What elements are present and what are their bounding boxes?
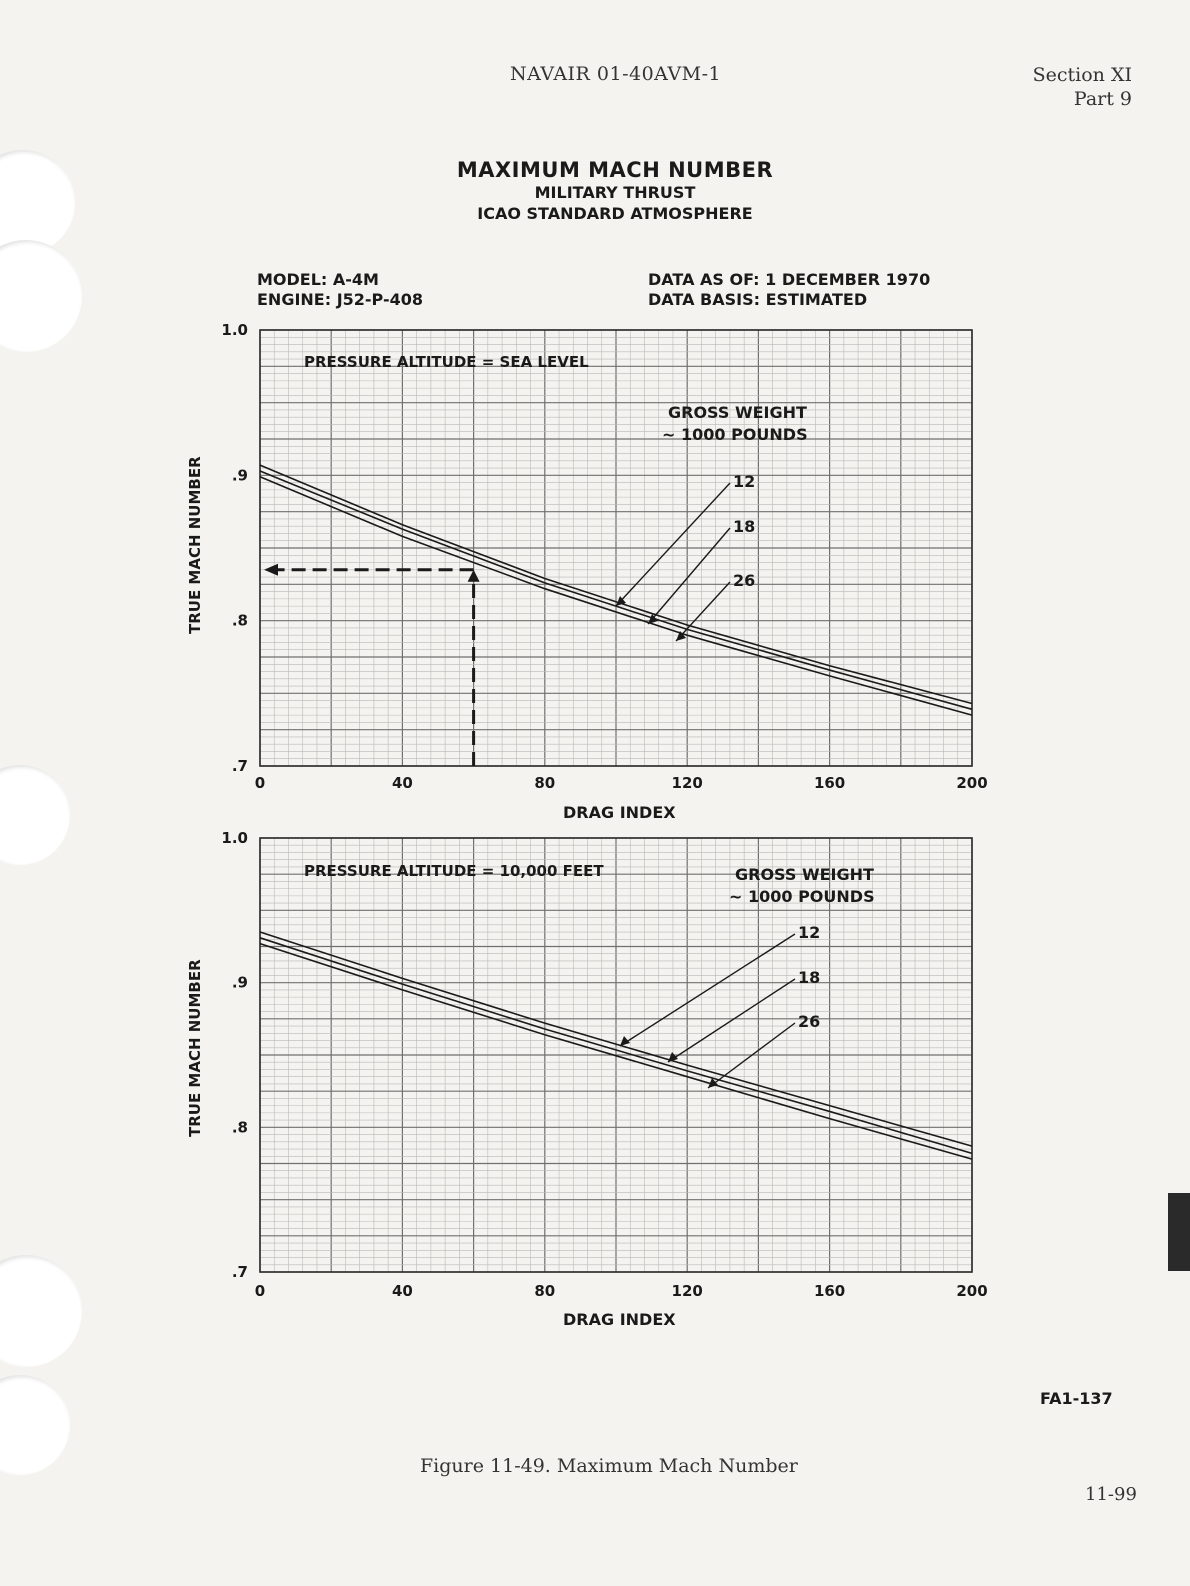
figure-id: FA1-137 bbox=[1040, 1389, 1113, 1408]
x-tick-label: 120 bbox=[671, 1282, 703, 1300]
x-axis-label-10000ft: DRAG INDEX bbox=[563, 1310, 676, 1329]
figure-caption: Figure 11-49. Maximum Mach Number bbox=[420, 1455, 798, 1477]
figure-title: MAXIMUM MACH NUMBER bbox=[456, 158, 774, 182]
series-label: 26 bbox=[798, 1012, 821, 1031]
series-label: 12 bbox=[733, 472, 756, 491]
x-axis-label-sea-level: DRAG INDEX bbox=[563, 803, 676, 822]
series-leader-line bbox=[648, 528, 730, 624]
legend-subtitle: ~ 1000 POUNDS bbox=[662, 425, 808, 444]
page-number: 11-99 bbox=[1085, 1484, 1137, 1505]
figure-subtitle-atmosphere: ICAO STANDARD ATMOSPHERE bbox=[477, 204, 753, 223]
x-tick-label: 40 bbox=[391, 1282, 413, 1300]
data-basis-label: DATA BASIS: ESTIMATED bbox=[648, 290, 868, 309]
y-tick-label: 1.0 bbox=[221, 829, 248, 847]
y-tick-label: .9 bbox=[231, 973, 248, 992]
section-text: Section XI bbox=[1032, 64, 1132, 86]
model-label: MODEL: A-4M bbox=[257, 270, 379, 289]
altitude-label: PRESSURE ALTITUDE = SEA LEVEL bbox=[304, 353, 589, 371]
example-arrowhead-up bbox=[468, 570, 480, 582]
x-tick-label: 0 bbox=[254, 774, 266, 792]
y-tick-label: .8 bbox=[231, 1118, 248, 1137]
part-text: Part 9 bbox=[1073, 88, 1132, 110]
x-tick-label: 0 bbox=[254, 1282, 266, 1300]
y-tick-label: .9 bbox=[231, 466, 248, 485]
series-label: 26 bbox=[733, 571, 756, 590]
y-tick-label: .7 bbox=[231, 757, 248, 775]
x-tick-label: 80 bbox=[534, 774, 556, 792]
legend-subtitle: ~ 1000 POUNDS bbox=[729, 887, 875, 906]
series-leader-line bbox=[676, 582, 730, 641]
x-tick-label: 200 bbox=[956, 774, 988, 792]
x-tick-label: 160 bbox=[813, 1282, 846, 1300]
x-tick-label: 200 bbox=[956, 1282, 988, 1300]
legend-title: GROSS WEIGHT bbox=[668, 403, 807, 422]
y-axis-label-sea-level: TRUE MACH NUMBER bbox=[186, 456, 204, 634]
x-tick-label: 160 bbox=[813, 774, 846, 792]
engine-label: ENGINE: J52-P-408 bbox=[257, 290, 424, 309]
document-number: NAVAIR 01-40AVM-1 bbox=[510, 63, 722, 85]
y-tick-label: .8 bbox=[231, 611, 248, 630]
x-tick-label: 40 bbox=[391, 774, 413, 792]
y-tick-label: .7 bbox=[231, 1263, 248, 1281]
series-label: 12 bbox=[798, 923, 821, 942]
altitude-label: PRESSURE ALTITUDE = 10,000 FEET bbox=[304, 862, 604, 880]
data-as-of-label: DATA AS OF: 1 DECEMBER 1970 bbox=[648, 270, 931, 289]
x-tick-label: 120 bbox=[671, 774, 703, 792]
example-arrowhead-left bbox=[264, 564, 278, 576]
series-label: 18 bbox=[733, 517, 756, 536]
series-label: 18 bbox=[798, 968, 821, 987]
figure-subtitle-thrust: MILITARY THRUST bbox=[534, 183, 696, 202]
x-tick-label: 80 bbox=[534, 1282, 556, 1300]
y-tick-label: 1.0 bbox=[221, 321, 248, 339]
legend-title: GROSS WEIGHT bbox=[735, 865, 874, 884]
y-axis-label-10000ft: TRUE MACH NUMBER bbox=[186, 959, 204, 1137]
